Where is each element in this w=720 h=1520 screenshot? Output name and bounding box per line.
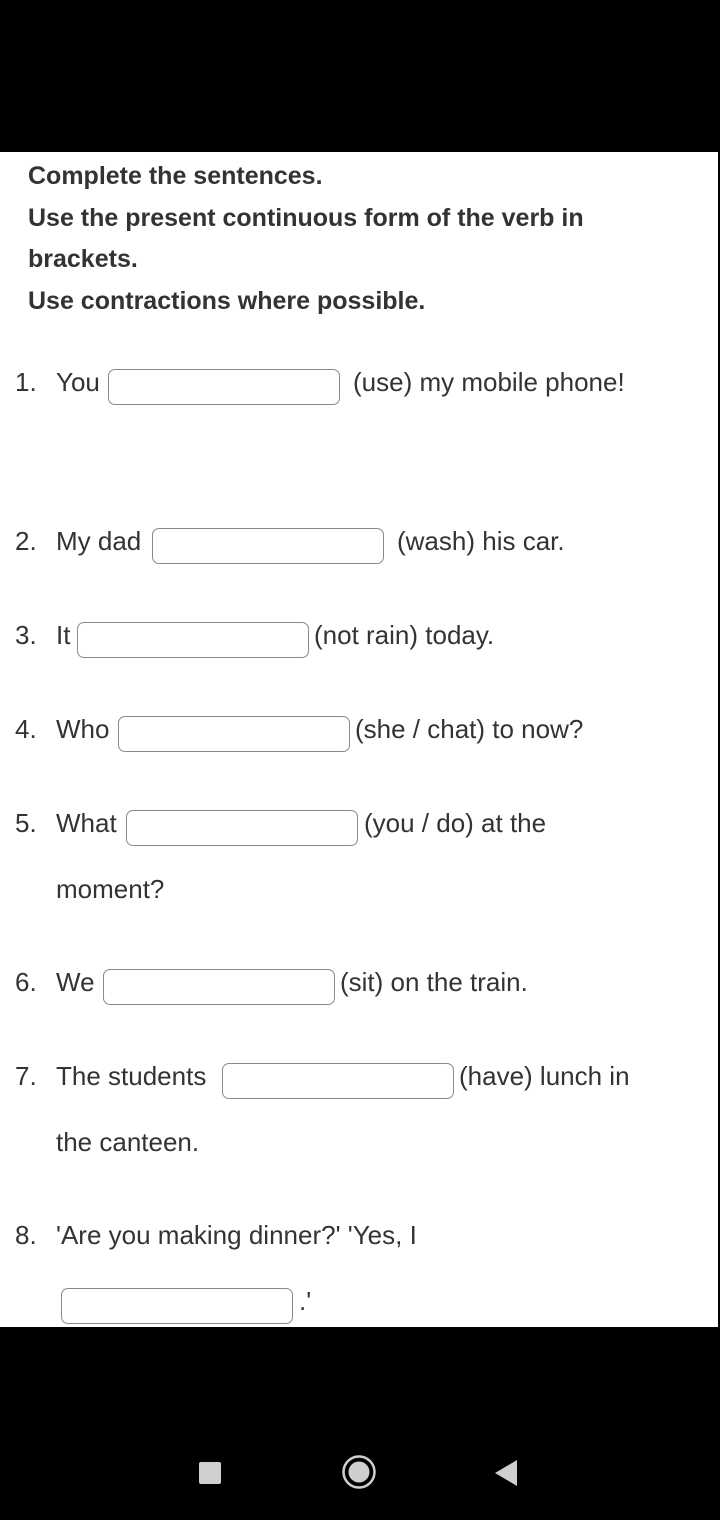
answer-input-5[interactable]	[126, 810, 358, 846]
question-text-before: My dad	[56, 526, 142, 556]
question-text-before: We	[56, 967, 95, 997]
question-number: 7.	[15, 1061, 37, 1091]
question-text-continued: the canteen.	[56, 1127, 200, 1157]
answer-input-7[interactable]	[222, 1063, 454, 1099]
instruction-line: brackets.	[28, 245, 138, 273]
question-number: 1.	[15, 367, 37, 397]
question-text-before: You	[56, 367, 100, 397]
question-number: 5.	[15, 808, 37, 838]
instruction-line: Complete the sentences.	[28, 162, 323, 190]
question-text-after: (she / chat) to now?	[355, 714, 584, 744]
question-text-after: (sit) on the train.	[340, 967, 528, 997]
question-number: 3.	[15, 620, 37, 650]
question-text-after: (use) my mobile phone!	[353, 367, 625, 397]
worksheet-page	[0, 152, 718, 1327]
answer-input-4[interactable]	[118, 716, 350, 752]
question-number: 6.	[15, 967, 37, 997]
circle-icon[interactable]	[341, 1454, 377, 1490]
question-text-after: (have) lunch in	[459, 1061, 630, 1091]
question-text-before: Who	[56, 714, 110, 744]
navigation-bar	[0, 1327, 720, 1520]
instructions	[28, 156, 698, 322]
question-text-after: (not rain) today.	[314, 620, 495, 650]
question-text-before: 'Are you making dinner?' 'Yes, I	[56, 1220, 417, 1250]
question-text-before: What	[56, 808, 117, 838]
status-bar-area	[0, 0, 720, 152]
answer-input-1[interactable]	[108, 369, 340, 405]
question-number: 8.	[15, 1220, 37, 1250]
question-number: 2.	[15, 526, 37, 556]
answer-input-2[interactable]	[152, 528, 384, 564]
answer-input-3[interactable]	[77, 622, 309, 658]
question-text-after: (wash) his car.	[397, 526, 565, 556]
instruction-line: Use contractions where possible.	[28, 286, 426, 315]
question-text-before: The students	[56, 1061, 207, 1091]
answer-input-8[interactable]	[61, 1288, 293, 1324]
question-number: 4.	[15, 714, 37, 744]
square-icon[interactable]	[199, 1462, 221, 1484]
answer-input-6[interactable]	[103, 969, 335, 1005]
instruction-line: Use the present continuous form of the verb in	[28, 203, 584, 232]
question-text-before: It	[56, 620, 71, 650]
question-text-continued: moment?	[56, 874, 165, 904]
question-text-after: (you / do) at the	[364, 808, 547, 838]
triangle-back-icon[interactable]	[494, 1459, 518, 1487]
question-text-after: .'	[299, 1286, 312, 1316]
